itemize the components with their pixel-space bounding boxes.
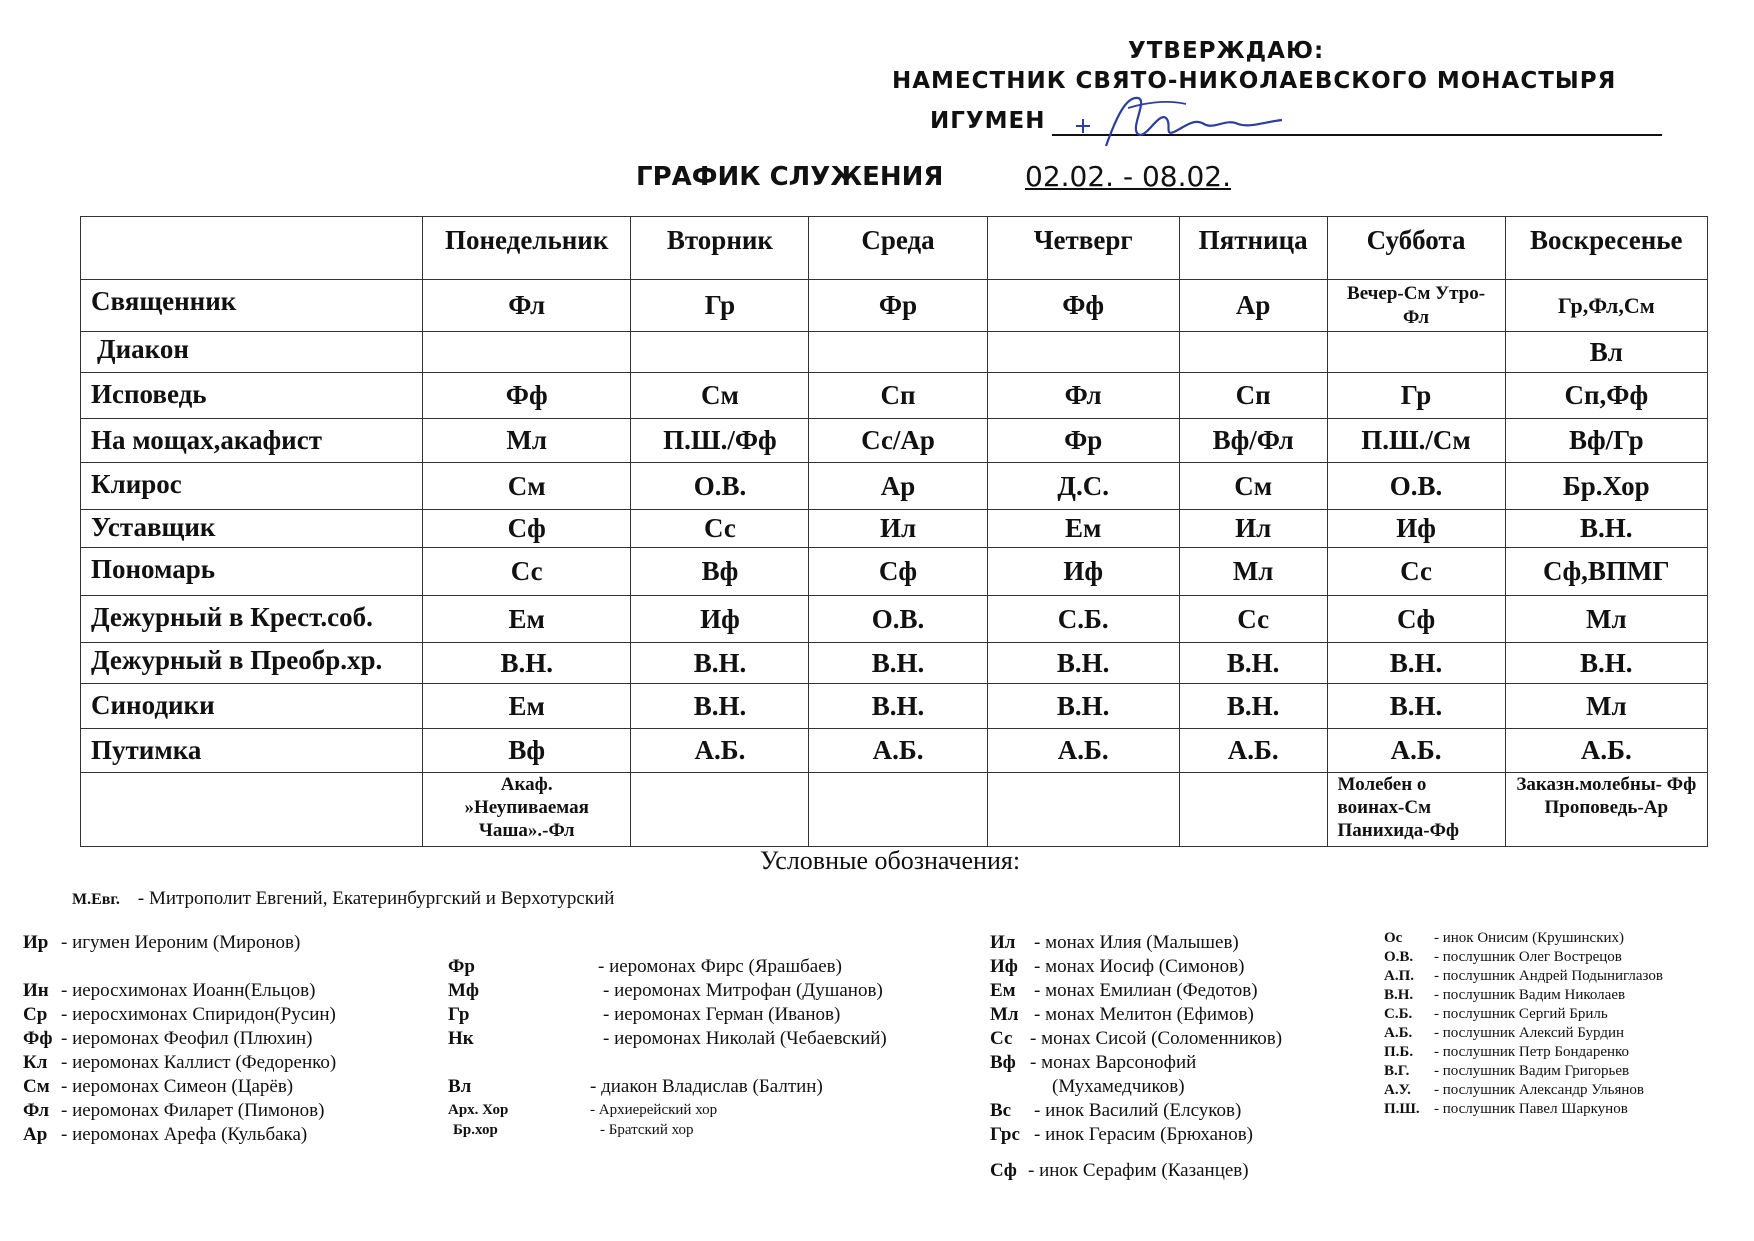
table-cell: Сп (809, 373, 987, 419)
legend-abbr: Ир (23, 932, 49, 953)
table-cell (809, 332, 987, 373)
role-label: Священник (81, 280, 423, 332)
table-cell: Сф (422, 510, 630, 548)
legend-name: - монах Варсонофий (1030, 1052, 1197, 1073)
table-row (81, 596, 1708, 643)
table-cell: О.В. (1327, 463, 1505, 510)
schedule-table (80, 216, 1708, 847)
table-note (809, 773, 987, 847)
role-label: Клирос (81, 463, 423, 510)
table-row (81, 643, 1708, 684)
table-cell: Фф (987, 280, 1179, 332)
table-cell: Сс (1179, 596, 1327, 643)
table-cell: А.Б. (987, 729, 1179, 773)
table-cell: О.В. (631, 463, 809, 510)
table-cell: Сп (1179, 373, 1327, 419)
legend-abbr: А.П. (1384, 968, 1414, 984)
table-cell: Вф (631, 548, 809, 596)
legend-abbr: Ср (23, 1004, 48, 1025)
legend-name: - Митрополит Евгений, Екатеринбургский и Верхотурский (137, 888, 615, 909)
header-blank (81, 217, 423, 280)
table-cell: В.Н. (631, 684, 809, 729)
legend-name: - послушник Олег Вострецов (1434, 949, 1622, 965)
table-cell: См (422, 463, 630, 510)
table-cell: Фр (809, 280, 987, 332)
table-cell: О.В. (809, 596, 987, 643)
legend-name: - послушник Вадим Николаев (1434, 987, 1626, 1003)
approval-heading: УТВЕРЖДАЮ: (1128, 38, 1325, 64)
legend-name: - инок Василий (Елсуков) (1034, 1100, 1242, 1121)
table-cell: Ар (809, 463, 987, 510)
legend-metropolitan (72, 888, 614, 910)
table-cell: Иф (1327, 510, 1505, 548)
table-cell: А.Б. (1505, 729, 1707, 773)
table-cell: П.Ш./Фф (631, 419, 809, 463)
table-row (81, 729, 1708, 773)
legend-abbr: Вл (448, 1076, 472, 1097)
legend-abbr: Фф (23, 1028, 53, 1049)
table-cell: Сс (631, 510, 809, 548)
role-label: Диакон (81, 332, 423, 373)
role-label: Дежурный в Преобр.хр. (81, 643, 423, 684)
role-label: Исповедь (81, 373, 423, 419)
table-cell (1179, 332, 1327, 373)
day-header: Понедельник (422, 217, 630, 280)
day-header: Пятница (1179, 217, 1327, 280)
table-cell: Ем (987, 510, 1179, 548)
schedule-title: ГРАФИК СЛУЖЕНИЯ (636, 162, 944, 192)
table-cell: В.Н. (1505, 510, 1707, 548)
day-header: Вторник (631, 217, 809, 280)
table-cell (1327, 332, 1505, 373)
table-cell: Ил (809, 510, 987, 548)
legend-abbr: Мл (990, 1004, 1019, 1025)
legend-name: - иеросхимонах Иоанн(Ельцов) (61, 980, 316, 1001)
table-cell: Вл (1505, 332, 1707, 373)
table-cell: Ил (1179, 510, 1327, 548)
table-cell: Вф/Гр (1505, 419, 1707, 463)
legend-name: - иеромонах Филарет (Пимонов) (61, 1100, 325, 1121)
table-cell: В.Н. (1179, 684, 1327, 729)
legend-name: - иеромонах Симеон (Царёв) (61, 1076, 294, 1097)
table-cell: Гр (631, 280, 809, 332)
table-row (81, 463, 1708, 510)
day-header: Воскресенье (1505, 217, 1707, 280)
role-label: Пономарь (81, 548, 423, 596)
legend-abbr: В.Г. (1384, 1063, 1410, 1079)
table-cell: Иф (631, 596, 809, 643)
table-cell: Вечер-См Утро-Фл (1327, 280, 1505, 332)
table-row (81, 419, 1708, 463)
legend-name: - иеромонах Каллист (Федоренко) (61, 1052, 337, 1073)
legend-name: - монах Сисой (Соломенников) (1030, 1028, 1283, 1049)
table-cell: Сф,ВПМГ (1505, 548, 1707, 596)
legend-name: - инок Онисим (Крушинских) (1434, 930, 1625, 946)
role-label: На мощах,акафист (81, 419, 423, 463)
table-cell: Сп,Фф (1505, 373, 1707, 419)
legend-name: - послушник Александр Ульянов (1434, 1082, 1644, 1098)
legend-name: - монах Илия (Малышев) (1034, 932, 1239, 953)
role-label: Синодики (81, 684, 423, 729)
legend-name: - монах Мелитон (Ефимов) (1034, 1004, 1254, 1025)
legend-name: - игумен Иероним (Миронов) (61, 932, 301, 953)
table-cell: В.Н. (809, 684, 987, 729)
table-cell: См (1179, 463, 1327, 510)
legend-name: - иеромонах Герман (Иванов) (603, 1004, 841, 1025)
table-row (81, 510, 1708, 548)
table-cell: А.Б. (1327, 729, 1505, 773)
legend-abbr: Сс (990, 1028, 1013, 1049)
legend-name: - диакон Владислав (Балтин) (590, 1076, 823, 1097)
legend-abbr: См (23, 1076, 50, 1097)
legend-name: - послушник Вадим Григорьев (1434, 1063, 1630, 1079)
table-cell: Мл (1179, 548, 1327, 596)
table-note (1179, 773, 1327, 847)
legend-name: - иеромонах Феофил (Плюхин) (61, 1028, 313, 1049)
legend-title: Условные обозначения: (760, 846, 1021, 875)
notes-blank (81, 773, 423, 847)
legend-abbr: П.Б. (1384, 1044, 1414, 1060)
table-cell: Фр (987, 419, 1179, 463)
table-cell: В.Н. (1327, 643, 1505, 684)
table-cell: Мл (422, 419, 630, 463)
legend-abbr: Иф (990, 956, 1018, 977)
table-row (81, 373, 1708, 419)
table-cell: Фл (987, 373, 1179, 419)
table-cell: Ар (1179, 280, 1327, 332)
day-header: Суббота (1327, 217, 1505, 280)
table-note: Молебен о воинах-См Панихида-Фф (1327, 773, 1505, 847)
schedule-dates: 02.02. - 08.02. (1025, 160, 1232, 193)
legend-abbr: П.Ш. (1384, 1101, 1420, 1117)
table-cell: См (631, 373, 809, 419)
legend-abbr: А.Б. (1384, 1025, 1413, 1041)
legend-abbr: Ос (1384, 930, 1403, 946)
approval-rank: ИГУМЕН (930, 108, 1046, 134)
legend-name: - монах Емилиан (Федотов) (1034, 980, 1258, 1001)
table-cell (631, 332, 809, 373)
table-cell: А.Б. (1179, 729, 1327, 773)
legend-name: - послушник Андрей Подыниглазов (1434, 968, 1663, 984)
legend-name: - Архиерейский хор (590, 1102, 718, 1118)
legend-abbr: Грс (990, 1124, 1020, 1145)
legend-abbr: А.У. (1384, 1082, 1411, 1098)
legend-name: - монах Иосиф (Симонов) (1034, 956, 1245, 977)
table-cell: Сс (1327, 548, 1505, 596)
legend-name: - иеромонах Арефа (Кульбака) (61, 1124, 308, 1145)
table-cell: Гр (1327, 373, 1505, 419)
legend-name: - иеромонах Митрофан (Душанов) (603, 980, 883, 1001)
legend-name: - послушник Алексий Бурдин (1434, 1025, 1625, 1041)
role-label: Уставщик (81, 510, 423, 548)
legend-abbr: В.Н. (1384, 987, 1414, 1003)
legend-name: - иеросхимонах Спиридон(Русин) (61, 1004, 336, 1025)
table-cell: Ем (422, 684, 630, 729)
table-row (81, 280, 1708, 332)
role-label: Путимка (81, 729, 423, 773)
legend-abbr: Бр.хор (453, 1122, 498, 1138)
table-row (81, 684, 1708, 729)
table-cell: Фф (422, 373, 630, 419)
legend-name: - послушник Павел Шаркунов (1434, 1101, 1628, 1117)
table-cell: Д.С. (987, 463, 1179, 510)
table-cell: Мл (1505, 684, 1707, 729)
legend-abbr: Ин (23, 980, 49, 1001)
legend-name: - послушник Петр Бондаренко (1434, 1044, 1630, 1060)
table-cell: Фл (422, 280, 630, 332)
legend-abbr: Гр (448, 1004, 470, 1025)
legend-abbr: Фл (23, 1100, 50, 1121)
legend-name: - иеромонах Фирс (Ярашбаев) (598, 956, 842, 977)
legend-abbr: С.Б. (1384, 1006, 1413, 1022)
legend-abbr: Фр (448, 956, 475, 977)
table-cell: Мл (1505, 596, 1707, 643)
legend-abbr: Арх. Хор (448, 1102, 509, 1118)
table-cell (422, 332, 630, 373)
legend-name: - послушник Сергий Бриль (1434, 1006, 1608, 1022)
table-cell: А.Б. (809, 729, 987, 773)
legend-abbr: М.Евг. (72, 891, 120, 908)
table-cell: Иф (987, 548, 1179, 596)
legend-abbr: Ар (23, 1124, 48, 1145)
table-cell: В.Н. (1505, 643, 1707, 684)
table-cell: А.Б. (631, 729, 809, 773)
legend-abbr: Ем (990, 980, 1016, 1001)
table-cell: Бр.Хор (1505, 463, 1707, 510)
table-cell: Сс (422, 548, 630, 596)
legend-name: - Братский хор (600, 1122, 694, 1138)
table-cell: В.Н. (631, 643, 809, 684)
approval-position: НАМЕСТНИК СВЯТО-НИКОЛАЕВСКОГО МОНАСТЫРЯ (892, 68, 1617, 94)
table-cell: Гр,Фл,См (1505, 280, 1707, 332)
table-cell: В.Н. (1179, 643, 1327, 684)
table-cell: Ем (422, 596, 630, 643)
table-cell: В.Н. (987, 684, 1179, 729)
table-cell: Сс/Ар (809, 419, 987, 463)
table-cell: В.Н. (809, 643, 987, 684)
role-label: Дежурный в Крест.соб. (81, 596, 423, 643)
legend-abbr: Сф (990, 1160, 1017, 1181)
table-row (81, 332, 1708, 373)
table-note: Акаф. »Неупиваемая Чаша».-Фл (422, 773, 630, 847)
table-note (987, 773, 1179, 847)
legend-name: - инок Герасим (Брюханов) (1034, 1124, 1254, 1145)
table-header-row (81, 217, 1708, 280)
signature-image (1068, 88, 1298, 158)
table-cell: В.Н. (987, 643, 1179, 684)
table-cell: Сф (1327, 596, 1505, 643)
legend-name: - инок Серафим (Казанцев) (1028, 1160, 1249, 1181)
table-cell: Сф (809, 548, 987, 596)
table-note: Заказн.молебны- Фф Проповедь-Ар (1505, 773, 1707, 847)
legend-name: (Мухамедчиков) (1052, 1076, 1185, 1097)
legend-abbr: Мф (448, 980, 480, 1001)
table-cell: С.Б. (987, 596, 1179, 643)
table-cell: П.Ш./См (1327, 419, 1505, 463)
legend-abbr: О.В. (1384, 949, 1414, 965)
legend-abbr: Ил (990, 932, 1016, 953)
day-header: Среда (809, 217, 987, 280)
legend-abbr: Вс (990, 1100, 1012, 1121)
table-cell (987, 332, 1179, 373)
table-cell: В.Н. (1327, 684, 1505, 729)
table-cell: Вф (422, 729, 630, 773)
table-note (631, 773, 809, 847)
table-row (81, 548, 1708, 596)
legend-abbr: Вф (990, 1052, 1016, 1073)
legend-abbr: Кл (23, 1052, 48, 1073)
day-header: Четверг (987, 217, 1179, 280)
legend-name: - иеромонах Николай (Чебаевский) (603, 1028, 887, 1049)
table-notes-row (81, 773, 1708, 847)
table-cell: В.Н. (422, 643, 630, 684)
table-cell: Вф/Фл (1179, 419, 1327, 463)
legend-abbr: Нк (448, 1028, 474, 1049)
